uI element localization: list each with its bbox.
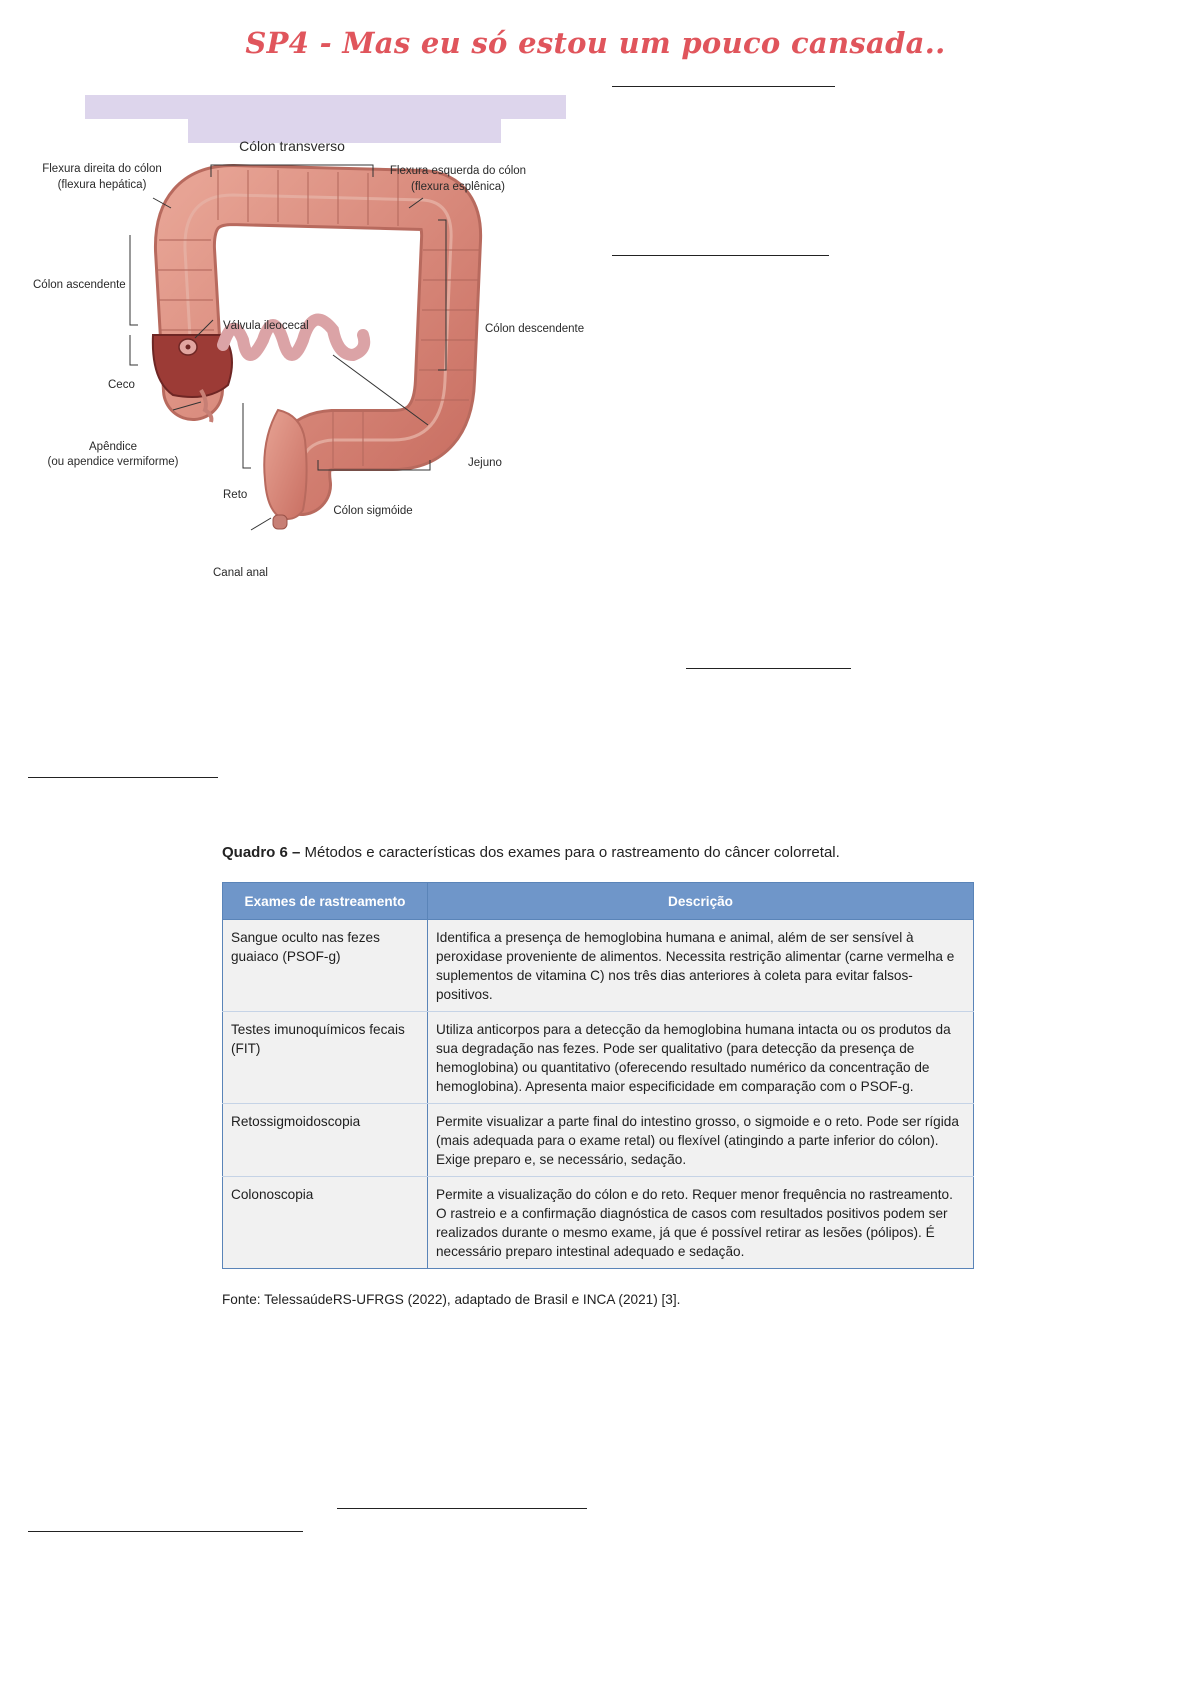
label-left-flexure: Flexura esquerda do cólon (389, 165, 527, 177)
label-anal: Canal anal (213, 567, 268, 579)
exam-cell: Retossigmoidoscopia (223, 1104, 428, 1177)
label-cecum: Ceco (108, 379, 135, 391)
underline-rule (612, 255, 829, 256)
table-caption (222, 844, 840, 861)
label-right-flexure-sub: (flexura hepática) (57, 179, 147, 191)
caption-number: Quadro 6 – (222, 844, 301, 861)
description-cell: Permite a visualização do cólon e do reto. Requer menor frequência no rastreamento. O rastreio e a confirmação diagnóstica de casos com resultados positivos podem ser realizados durante o mesmo exame, já que é possível retirar as lesões (pólipos). É necessário preparo intestinal adequado e sedação. (428, 1177, 974, 1269)
header-description: Descrição (428, 883, 974, 920)
underline-rule (686, 668, 851, 669)
underline-rule (28, 1531, 303, 1532)
highlight-bar (85, 95, 566, 119)
rectum-shape (264, 410, 306, 529)
underline-rule (337, 1508, 587, 1509)
table-row (223, 920, 974, 1012)
label-sigmoid: Cólon sigmóide (333, 505, 413, 517)
table-row (223, 1177, 974, 1269)
underline-rule (612, 86, 835, 87)
description-cell: Permite visualizar a parte final do intestino grosso, o sigmoide e o reto. Pode ser rígida (mais adequada para o exame retal) ou flexível (atingindo a parte inferior do cólon). Exige preparo e, se necessário, sedação. (428, 1104, 974, 1177)
table-row (223, 1012, 974, 1104)
label-transverse: Cólon transverso (239, 140, 345, 154)
label-rectum: Reto (223, 489, 248, 501)
screening-table (222, 882, 974, 1269)
description-cell: Identifica a presença de hemoglobina humana e animal, além de ser sensível à peroxidase proveniente de alimentos. Necessita restrição alimentar (carne vermelha e suplementos de vitamina C) nos três dias anteriores à coleta para evitar falsos-positivos. (428, 920, 974, 1012)
header-exams: Exames de rastreamento (223, 883, 428, 920)
underline-rule (28, 777, 218, 778)
exam-cell: Sangue oculto nas fezes guaiaco (PSOF-g) (223, 920, 428, 1012)
label-descending: Cólon descendente (485, 323, 585, 335)
caption-text: Métodos e características dos exames para o rastreamento do câncer colorretal. (300, 844, 840, 861)
description-cell: Utiliza anticorpos para a detecção da hemoglobina humana intacta ou os produtos da sua degradação nas fezes. Pode ser qualitativo (para detecção da presença de hemoglobina) ou quantitativo (oferecendo resultado numérico da concentração de hemoglobina). Apresenta maior especificidade em comparação com o PSOF-g. (428, 1012, 974, 1104)
exam-cell: Testes imunoquímicos fecais (FIT) (223, 1012, 428, 1104)
label-appendix-sub: (ou apendice vermiforme) (47, 456, 179, 468)
label-jejunum: Jejuno (468, 457, 502, 469)
label-right-flexure: Flexura direita do cólon (42, 163, 162, 175)
table-row (223, 1104, 974, 1177)
exam-cell: Colonoscopia (223, 1177, 428, 1269)
table-header-row (223, 883, 974, 920)
label-ascending: Cólon ascendente (33, 279, 126, 291)
large-intestine-figure (33, 140, 593, 580)
table-source: Fonte: TelessaúdeRS-UFRGS (2022), adaptado de Brasil e INCA (2021) [3]. (222, 1292, 681, 1307)
label-appendix: Apêndice (89, 441, 137, 453)
label-left-flexure-sub: (flexura esplênica) (411, 181, 505, 193)
page-title: SP4 - Mas eu só estou um pouco cansada.. (245, 26, 946, 60)
label-valve: Válvula ileocecal (223, 320, 309, 332)
